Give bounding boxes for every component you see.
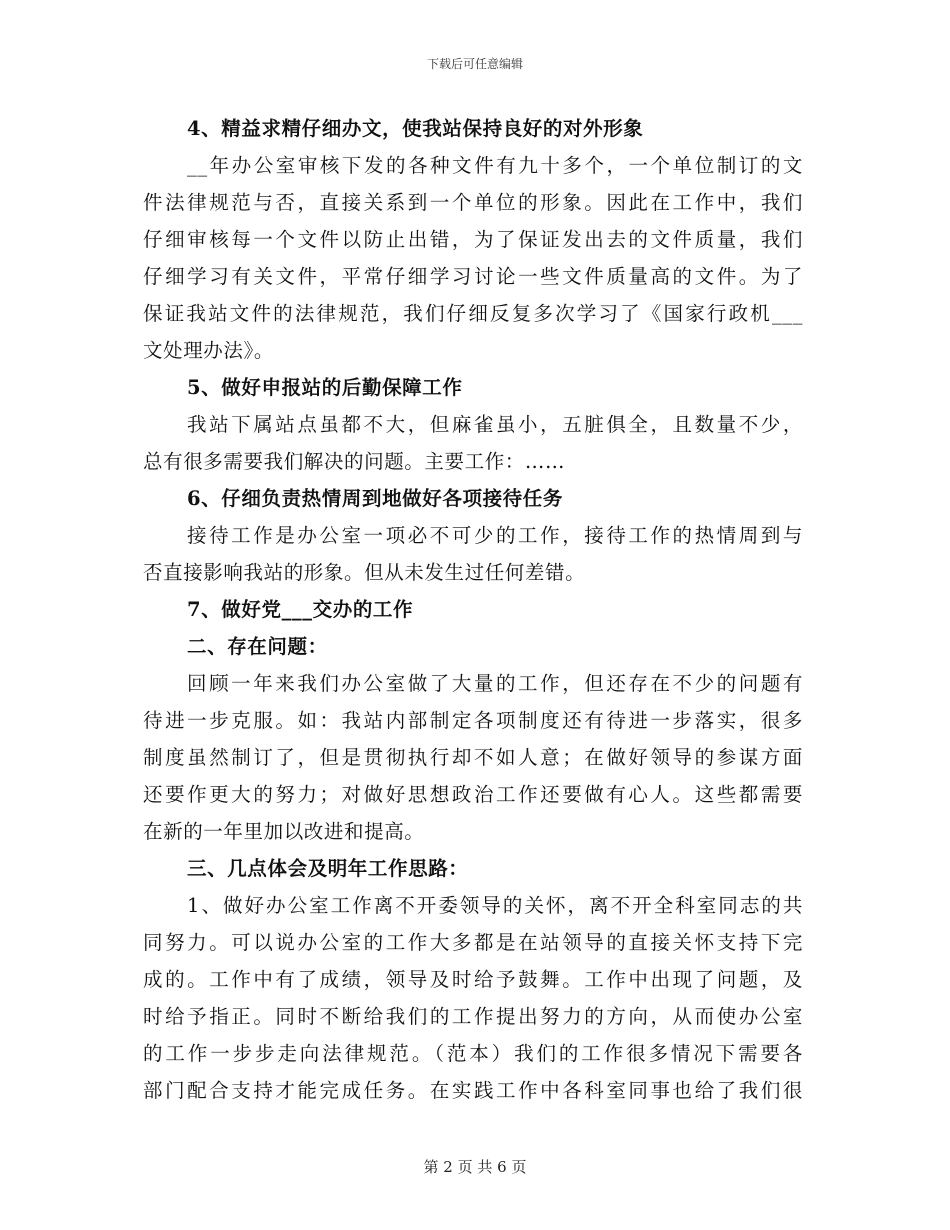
page-footer: 第 2 页 共 6 页 bbox=[423, 1158, 527, 1176]
paragraph-line: 我站下属站点虽都不大，但麻雀虽小，五脏俱全，且数量不少， bbox=[187, 413, 803, 436]
paragraph-line: 1、做好办公室工作离不开委领导的关怀，离不开全科室同志的共 bbox=[187, 894, 803, 917]
paragraph-line: 总有很多需要我们解决的问题。主要工作：…… bbox=[143, 450, 566, 473]
paragraph-line: 时给予指正。同时不断给我们的工作提出努力的方向，从而使办公室 bbox=[143, 1005, 803, 1028]
paragraph-line: 还要作更大的努力；对做好思想政治工作还要做有心人。这些都需要 bbox=[143, 783, 803, 806]
paragraph-line: 待进一步克服。如：我站内部制定各项制度还有待进一步落实，很多 bbox=[143, 709, 803, 732]
page-header: 下载后可任意编辑 bbox=[426, 57, 523, 71]
paragraph-line: 仔细审核每一个文件以防止出错，为了保证发出去的文件质量，我们 bbox=[143, 228, 803, 251]
section-heading: 7、做好党___交办的工作 bbox=[187, 598, 414, 621]
paragraph-line: 在新的一年里加以改进和提高。 bbox=[143, 820, 425, 843]
paragraph-line: 制度虽然制订了，但是贯彻执行却不如人意；在做好领导的参谋方面 bbox=[143, 746, 803, 769]
paragraph-line: 文处理办法》。 bbox=[143, 339, 274, 362]
section-heading: 4、精益求精仔细办文，使我站保持良好的对外形象 bbox=[187, 117, 644, 140]
paragraph-line: __年办公室审核下发的各种文件有九十多个，一个单位制订的文 bbox=[187, 154, 803, 177]
paragraph-line: 否直接影响我站的形象。但从未发生过任何差错。 bbox=[143, 561, 586, 584]
paragraph-line: 同努力。可以说办公室的工作大多都是在站领导的直接关怀支持下完 bbox=[143, 931, 803, 954]
paragraph-line: 回顾一年来我们办公室做了大量的工作，但还存在不少的问题有 bbox=[187, 672, 803, 695]
paragraph-line: 接待工作是办公室一项必不可少的工作，接待工作的热情周到与 bbox=[187, 524, 803, 547]
section-heading: 5、做好申报站的后勤保障工作 bbox=[187, 376, 463, 399]
paragraph-line: 部门配合支持才能完成任务。在实践工作中各科室同事也给了我们很 bbox=[143, 1079, 803, 1102]
section-heading: 6、仔细负责热情周到地做好各项接待任务 bbox=[187, 487, 563, 510]
paragraph-line: 仔细学习有关文件，平常仔细学习讨论一些文件质量高的文件。为了 bbox=[143, 265, 803, 288]
document-body bbox=[143, 110, 803, 1109]
paragraph-line: 的工作一步步走向法律规范。（范本）我们的工作很多情况下需要各 bbox=[143, 1042, 803, 1065]
section-heading: 三、几点体会及明年工作思路： bbox=[187, 857, 469, 880]
paragraph-line: 保证我站文件的法律规范，我们仔细反复多次学习了《国家行政机___ bbox=[143, 302, 803, 325]
paragraph-line: 成的。工作中有了成绩，领导及时给予鼓舞。工作中出现了问题，及 bbox=[143, 968, 803, 991]
paragraph-line: 件法律规范与否，直接关系到一个单位的形象。因此在工作中，我们 bbox=[143, 191, 803, 214]
section-heading: 二、存在问题： bbox=[187, 635, 328, 658]
